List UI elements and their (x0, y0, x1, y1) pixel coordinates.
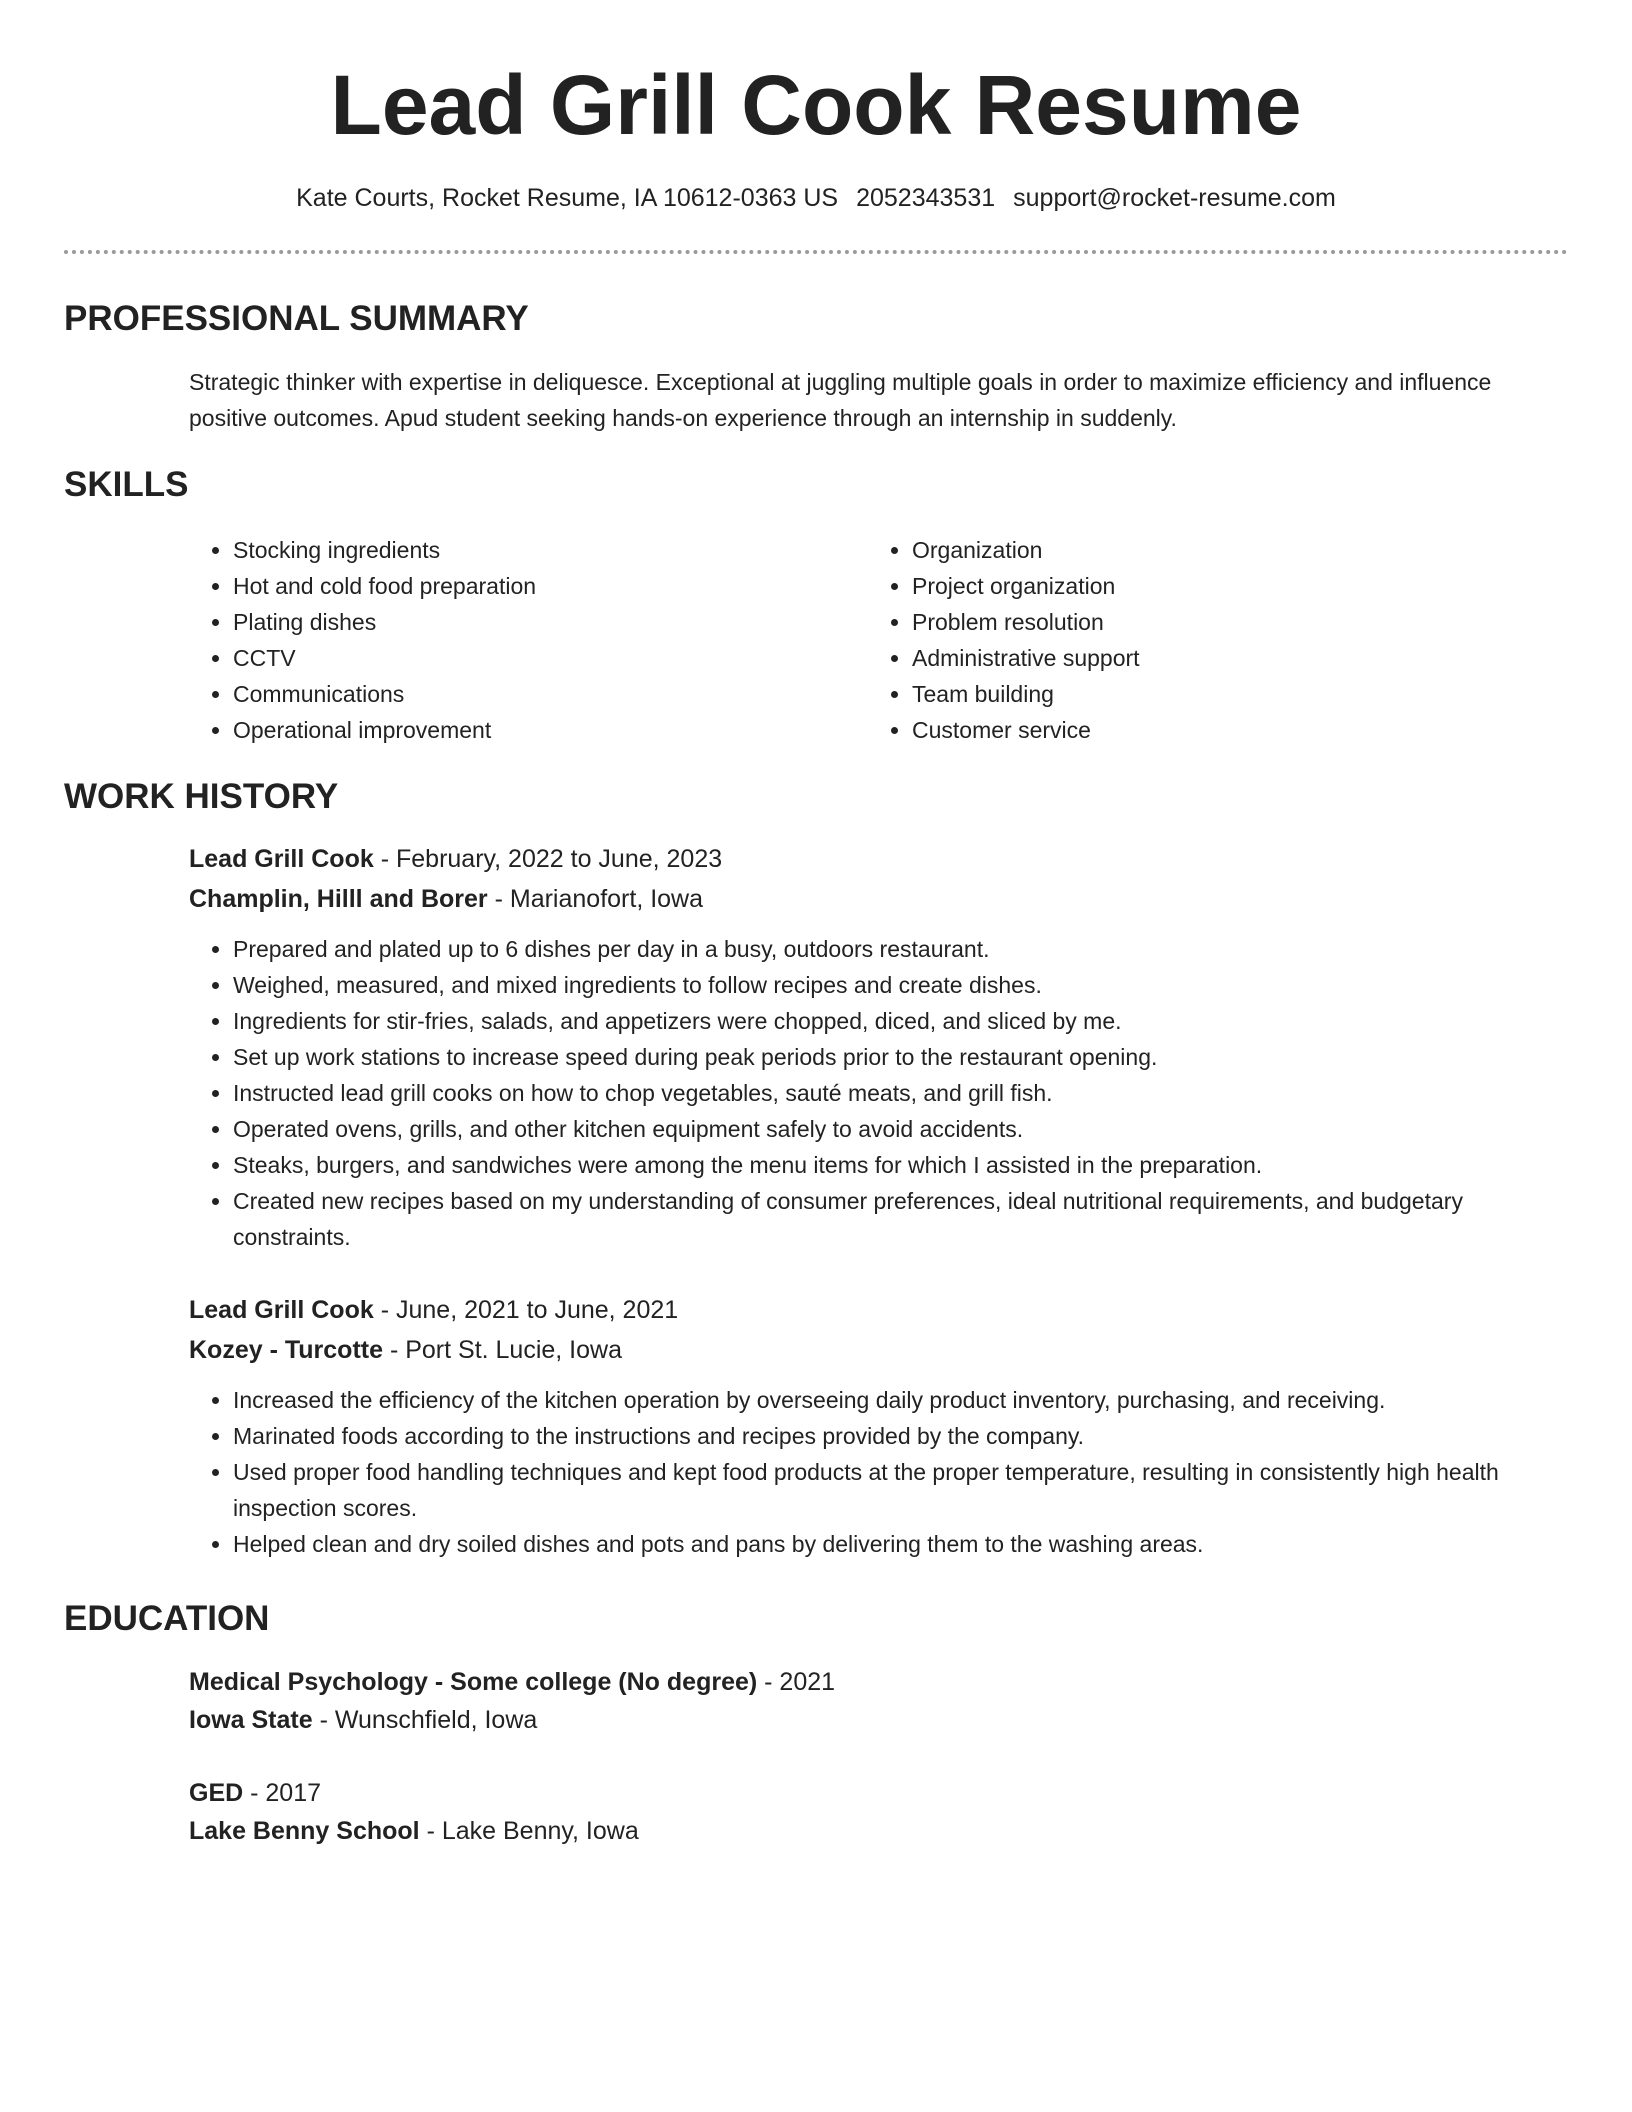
education-location: Lake Benny, Iowa (441, 1817, 639, 1845)
skill-item: • Problem resolution (912, 604, 1548, 640)
skills-column-left (189, 532, 849, 748)
job-location: Port St. Lucie, Iowa (405, 1336, 622, 1364)
job-duty: • Created new recipes based on my understanding of consumer preferences, ideal nutritional requirements, and budgetary constraints. (233, 1183, 1569, 1255)
job-duty: • Weighed, measured, and mixed ingredients to follow recipes and create dishes. (233, 967, 1569, 1003)
skills-list-left (189, 532, 849, 748)
job-duty: • Instructed lead grill cooks on how to chop vegetables, sauté meats, and grill fish. (233, 1075, 1569, 1111)
separator: - (312, 1706, 335, 1734)
separator: - (419, 1817, 442, 1845)
job-dates: June, 2021 to June, 2021 (395, 1296, 679, 1324)
job-title-line (189, 839, 1569, 879)
job-entry (189, 1290, 1569, 1562)
education-degree-line (189, 1663, 1569, 1701)
job-company: Kozey - Turcotte (189, 1336, 383, 1364)
job-duty: • Set up work stations to increase speed during peak periods prior to the restaurant opening. (233, 1039, 1569, 1075)
summary-text: Strategic thinker with expertise in deliquesce. Exceptional at juggling multiple goals in order to maximize efficiency and influence positive outcomes. Apud student seeking hands-on experience through an internship in suddenly. (189, 369, 1492, 431)
skill-item: • Project organization (912, 568, 1548, 604)
job-duty: • Increased the efficiency of the kitchen operation by overseeing daily product inventory, purchasing, and receiving. (233, 1382, 1569, 1418)
skill-item: • Communications (233, 676, 849, 712)
education-school-line (189, 1701, 1569, 1739)
skills-column-right (868, 532, 1548, 748)
skills-list-right (868, 532, 1548, 748)
education-heading: EDUCATION (64, 1599, 270, 1638)
education-entry (189, 1774, 1569, 1850)
skill-item: • Administrative support (912, 640, 1548, 676)
work-heading: WORK HISTORY (64, 777, 339, 816)
skills-heading: SKILLS (64, 465, 189, 504)
education-school: Lake Benny School (189, 1817, 420, 1845)
job-duty: • Ingredients for stir-fries, salads, and appetizers were chopped, diced, and sliced by me. (233, 1003, 1569, 1039)
skill-item: • CCTV (233, 640, 849, 676)
skill-item: • Hot and cold food preparation (233, 568, 849, 604)
header-divider (64, 250, 1568, 254)
job-title: Lead Grill Cook (189, 845, 374, 873)
resume-title: Lead Grill Cook Resume (330, 58, 1302, 152)
separator: - (373, 1296, 396, 1324)
separator: - (373, 845, 396, 873)
education-degree: GED (189, 1779, 244, 1807)
skill-item: • Organization (912, 532, 1548, 568)
job-duty: • Used proper food handling techniques and kept food products at the proper temperature, resulting in consistently high health inspection scores. (233, 1454, 1569, 1526)
separator: - (243, 1779, 266, 1807)
skill-item: • Team building (912, 676, 1548, 712)
separator: - (487, 885, 510, 913)
separator: - (757, 1668, 780, 1696)
job-location: Marianofort, Iowa (509, 885, 704, 913)
job-duty: • Steaks, burgers, and sandwiches were among the menu items for which I assisted in the preparation. (233, 1147, 1569, 1183)
separator: - (383, 1336, 406, 1364)
education-school-line (189, 1812, 1569, 1850)
job-entry (189, 839, 1569, 1255)
education-location: Wunschfield, Iowa (334, 1706, 538, 1734)
job-duty: • Operated ovens, grills, and other kitchen equipment safely to avoid accidents. (233, 1111, 1569, 1147)
contact-email[interactable]: support@rocket-resume.com (1013, 184, 1336, 212)
education-year: 2017 (265, 1779, 322, 1807)
contact-line (0, 180, 1632, 216)
job-duty: • Helped clean and dry soiled dishes and pots and pans by delivering them to the washing areas. (233, 1526, 1569, 1562)
skill-item: • Operational improvement (233, 712, 849, 748)
job-duty: • Prepared and plated up to 6 dishes per day in a busy, outdoors restaurant. (233, 931, 1569, 967)
contact-address: Kate Courts, Rocket Resume, IA 10612-0363 US (296, 184, 839, 212)
job-company-line (189, 1330, 1569, 1370)
job-duties-list (189, 931, 1569, 1255)
skill-item: • Stocking ingredients (233, 532, 849, 568)
skill-item: • Plating dishes (233, 604, 849, 640)
education-degree: Medical Psychology - Some college (No degree) (189, 1668, 758, 1696)
job-company-line (189, 879, 1569, 919)
job-title: Lead Grill Cook (189, 1296, 374, 1324)
summary-heading: PROFESSIONAL SUMMARY (64, 299, 529, 338)
education-school: Iowa State (189, 1706, 313, 1734)
job-title-line (189, 1290, 1569, 1330)
education-degree-line (189, 1774, 1569, 1812)
job-duty: • Marinated foods according to the instructions and recipes provided by the company. (233, 1418, 1569, 1454)
job-dates: February, 2022 to June, 2023 (395, 845, 723, 873)
education-year: 2021 (779, 1668, 836, 1696)
contact-phone: 2052343531 (856, 184, 996, 212)
skill-item: • Customer service (912, 712, 1548, 748)
job-duties-list (189, 1382, 1569, 1562)
education-entry (189, 1663, 1569, 1739)
job-company: Champlin, Hilll and Borer (189, 885, 488, 913)
